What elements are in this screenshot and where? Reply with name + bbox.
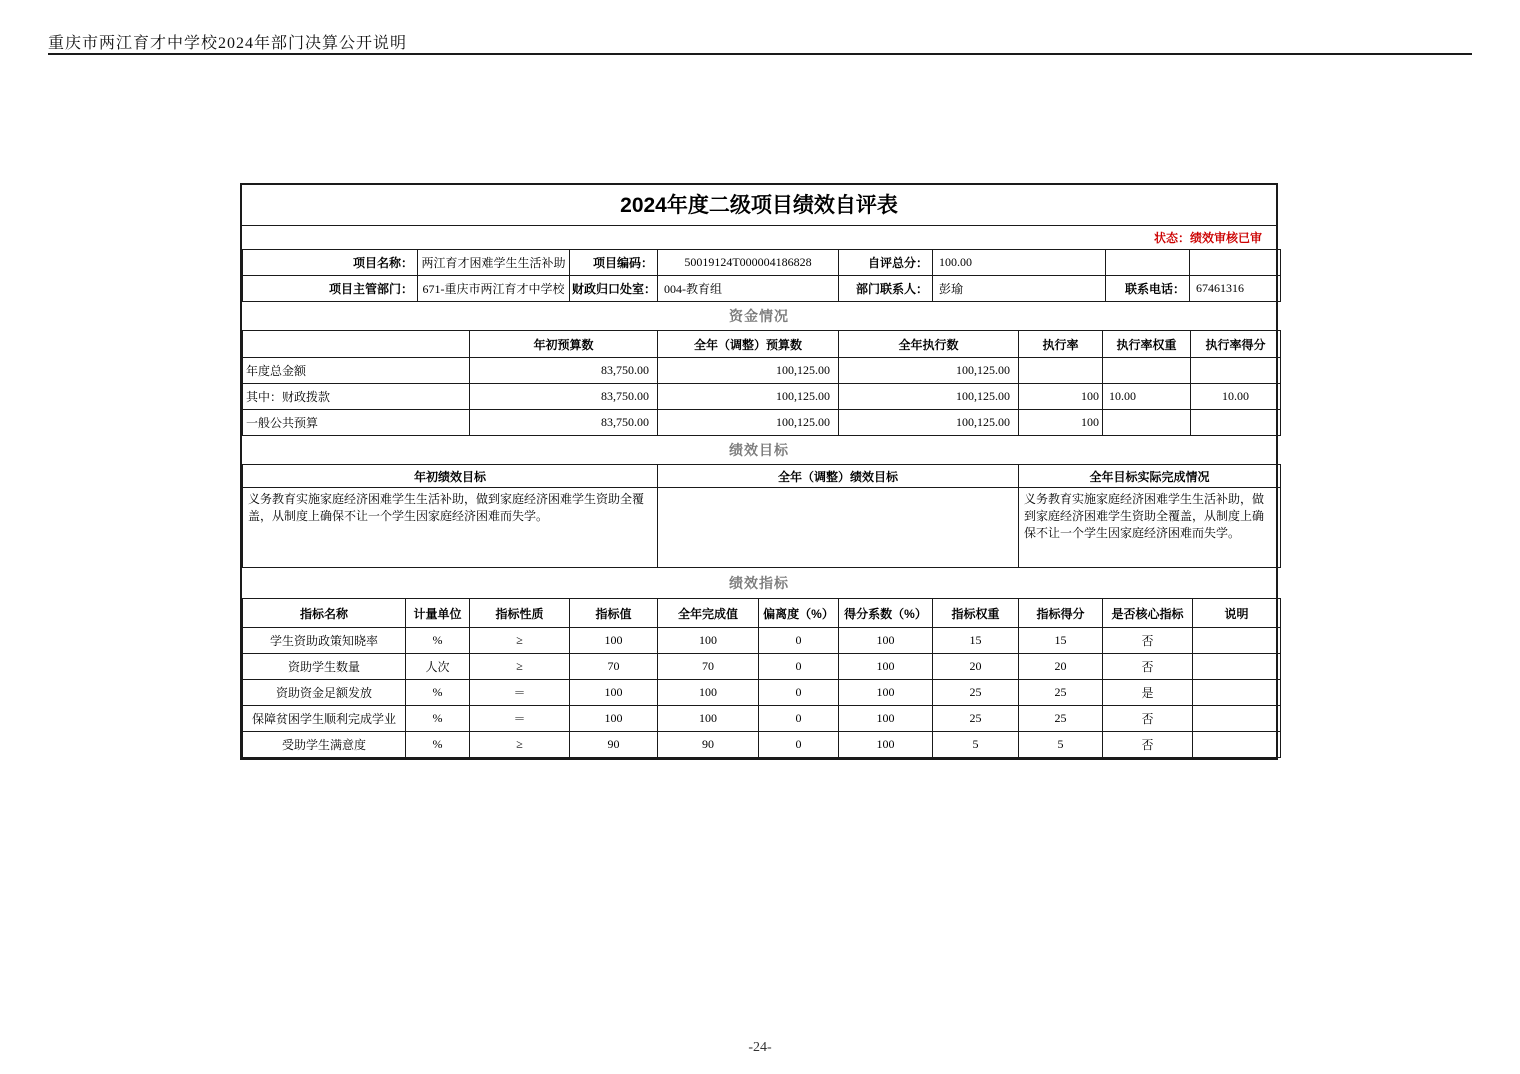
indicator-cell: ≥ xyxy=(470,654,570,680)
indicator-cell: 100 xyxy=(570,706,658,732)
indicator-row xyxy=(243,654,1281,680)
project-name-label: 项目名称： xyxy=(243,250,418,276)
ind-header-core: 是否核心指标 xyxy=(1103,599,1193,628)
goal-actual-text: 义务教育实施家庭经济困难学生生活补助，做到家庭经济困难学生资助全覆盖，从制度上确保不让一个学生因家庭经济困难而失学。 xyxy=(1019,488,1281,568)
indicator-cell: % xyxy=(406,732,470,758)
indicator-cell: 15 xyxy=(933,628,1019,654)
indicator-note xyxy=(1193,654,1281,680)
indicator-core-flag: 否 xyxy=(1103,654,1193,680)
indicator-cell: 100 xyxy=(658,680,759,706)
dept-label: 项目主管部门： xyxy=(243,276,418,302)
indicator-core-flag: 否 xyxy=(1103,706,1193,732)
project-info-row-1 xyxy=(243,250,1281,276)
ind-header-note: 说明 xyxy=(1193,599,1281,628)
contact-value: 彭瑜 xyxy=(933,276,1106,302)
indicator-name: 资助学生数量 xyxy=(243,654,406,680)
indicator-cell: 100 xyxy=(570,628,658,654)
funding-row-public-budget xyxy=(243,410,1281,436)
funding-section-title: 资金情况 xyxy=(242,302,1276,331)
funding-row-label: 年度总金额 xyxy=(243,358,470,384)
indicator-cell: 0 xyxy=(759,628,839,654)
funding-cell: 100,125.00 xyxy=(839,358,1019,384)
funding-row-fiscal xyxy=(243,384,1281,410)
indicator-cell: 100 xyxy=(658,628,759,654)
indicator-cell: 25 xyxy=(933,706,1019,732)
page-number: -24- xyxy=(748,1040,772,1055)
contact-label: 部门联系人： xyxy=(839,276,933,302)
indicator-row xyxy=(243,628,1281,654)
indicator-name: 资助资金足额发放 xyxy=(243,680,406,706)
project-code-label: 项目编码： xyxy=(570,250,658,276)
indicator-row xyxy=(243,706,1281,732)
indicator-cell: 90 xyxy=(658,732,759,758)
goals-header-adjusted: 全年（调整）绩效目标 xyxy=(658,465,1019,488)
project-code-value: 50019124T000004186828 xyxy=(658,250,839,276)
funding-cell xyxy=(1103,410,1191,436)
funding-header-rate-score: 执行率得分 xyxy=(1191,331,1281,358)
indicator-note xyxy=(1193,706,1281,732)
ind-header-score: 指标得分 xyxy=(1019,599,1103,628)
indicator-name: 学生资助政策知晓率 xyxy=(243,628,406,654)
ind-header-completed: 全年完成值 xyxy=(658,599,759,628)
indicator-cell: 100 xyxy=(570,680,658,706)
self-score-value: 100.00 xyxy=(933,250,1106,276)
funding-cell: 100 xyxy=(1019,384,1103,410)
funding-cell: 100,125.00 xyxy=(658,358,839,384)
indicators-header-row xyxy=(243,599,1281,628)
funding-header-row xyxy=(243,331,1281,358)
indicator-cell: % xyxy=(406,628,470,654)
ind-header-target: 指标值 xyxy=(570,599,658,628)
ind-header-deviation: 偏离度（%） xyxy=(759,599,839,628)
indicator-name: 保障贫困学生顺利完成学业 xyxy=(243,706,406,732)
indicator-core-flag: 否 xyxy=(1103,732,1193,758)
finance-office-value: 004-教育组 xyxy=(658,276,839,302)
ind-header-weight: 指标权重 xyxy=(933,599,1019,628)
funding-cell xyxy=(1103,358,1191,384)
indicator-cell: 0 xyxy=(759,654,839,680)
funding-row-total xyxy=(243,358,1281,384)
project-info-row-2 xyxy=(243,276,1281,302)
funding-header-rate-weight: 执行率权重 xyxy=(1103,331,1191,358)
indicator-cell: 70 xyxy=(658,654,759,680)
goals-body-row xyxy=(243,488,1281,568)
goals-section-title: 绩效目标 xyxy=(242,436,1276,465)
indicator-cell: 100 xyxy=(658,706,759,732)
indicator-cell: 90 xyxy=(570,732,658,758)
indicator-core-flag: 是 xyxy=(1103,680,1193,706)
funding-cell: 100,125.00 xyxy=(839,410,1019,436)
report-title: 2024年度二级项目绩效自评表 xyxy=(242,185,1276,226)
phone-value: 67461316 xyxy=(1190,276,1281,302)
ind-header-unit: 计量单位 xyxy=(406,599,470,628)
indicator-cell: 0 xyxy=(759,706,839,732)
funding-cell: 100,125.00 xyxy=(839,384,1019,410)
funding-header-executed: 全年执行数 xyxy=(839,331,1019,358)
header-divider xyxy=(48,53,1472,55)
goals-header-row xyxy=(243,465,1281,488)
indicator-cell: 100 xyxy=(839,654,933,680)
phone-label: 联系电话： xyxy=(1106,276,1190,302)
document-header: 重庆市两江育才中学校2024年部门决算公开说明 xyxy=(48,35,408,52)
self-score-label: 自评总分： xyxy=(839,250,933,276)
indicator-note xyxy=(1193,732,1281,758)
indicator-note xyxy=(1193,628,1281,654)
goal-initial-text: 义务教育实施家庭经济困难学生生活补助，做到家庭经济困难学生资助全覆盖，从制度上确保不让一个学生因家庭经济困难而失学。 xyxy=(243,488,658,568)
indicator-cell: 70 xyxy=(570,654,658,680)
indicator-cell: 5 xyxy=(933,732,1019,758)
funding-header-blank xyxy=(243,331,470,358)
ind-header-name: 指标名称 xyxy=(243,599,406,628)
funding-header-adjusted-budget: 全年（调整）预算数 xyxy=(658,331,839,358)
indicator-cell: 15 xyxy=(1019,628,1103,654)
indicator-cell: 20 xyxy=(1019,654,1103,680)
indicator-cell: 20 xyxy=(933,654,1019,680)
goals-table xyxy=(242,464,1281,568)
indicator-cell: 100 xyxy=(839,706,933,732)
funding-cell: 100 xyxy=(1019,410,1103,436)
finance-office-label: 财政归口处室： xyxy=(570,276,658,302)
indicator-note xyxy=(1193,680,1281,706)
indicator-cell: 25 xyxy=(1019,706,1103,732)
indicator-cell: 100 xyxy=(839,680,933,706)
indicator-cell: 0 xyxy=(759,680,839,706)
indicator-cell: ＝ xyxy=(470,680,570,706)
funding-cell: 100,125.00 xyxy=(658,384,839,410)
indicator-row xyxy=(243,732,1281,758)
funding-header-initial-budget: 年初预算数 xyxy=(470,331,658,358)
indicator-cell: ≥ xyxy=(470,732,570,758)
indicator-cell: 5 xyxy=(1019,732,1103,758)
indicator-cell: ≥ xyxy=(470,628,570,654)
goal-adjusted-text xyxy=(658,488,1019,568)
funding-cell xyxy=(1191,410,1281,436)
indicator-core-flag: 否 xyxy=(1103,628,1193,654)
indicator-cell: 25 xyxy=(933,680,1019,706)
funding-cell: 83,750.00 xyxy=(470,410,658,436)
project-info-table xyxy=(242,249,1281,302)
ind-header-nature: 指标性质 xyxy=(470,599,570,628)
indicator-cell: ＝ xyxy=(470,706,570,732)
dept-value: 671-重庆市两江育才中学校 xyxy=(418,276,570,302)
indicator-row xyxy=(243,680,1281,706)
indicators-table xyxy=(242,598,1281,758)
self-evaluation-table xyxy=(240,183,1278,760)
empty-cell xyxy=(1190,250,1281,276)
indicator-cell: 100 xyxy=(839,732,933,758)
funding-row-label: 一般公共预算 xyxy=(243,410,470,436)
funding-cell: 100,125.00 xyxy=(658,410,839,436)
funding-cell: 83,750.00 xyxy=(470,358,658,384)
indicator-cell: % xyxy=(406,706,470,732)
goals-header-actual: 全年目标实际完成情况 xyxy=(1019,465,1281,488)
goals-header-initial: 年初绩效目标 xyxy=(243,465,658,488)
indicator-cell: 0 xyxy=(759,732,839,758)
indicator-cell: 100 xyxy=(839,628,933,654)
indicator-name: 受助学生满意度 xyxy=(243,732,406,758)
funding-cell: 83,750.00 xyxy=(470,384,658,410)
indicators-section-title: 绩效指标 xyxy=(242,568,1276,599)
indicator-cell: 人次 xyxy=(406,654,470,680)
funding-cell: 10.00 xyxy=(1103,384,1191,410)
empty-cell xyxy=(1106,250,1190,276)
ind-header-score-coeff: 得分系数（%） xyxy=(839,599,933,628)
indicator-cell: 25 xyxy=(1019,680,1103,706)
funding-cell: 10.00 xyxy=(1191,384,1281,410)
funding-header-exec-rate: 执行率 xyxy=(1019,331,1103,358)
project-name-value: 两江育才困难学生生活补助 xyxy=(418,250,570,276)
indicator-cell: % xyxy=(406,680,470,706)
funding-row-label: 其中：财政拨款 xyxy=(243,384,470,410)
status-badge: 状态：绩效审核已审 xyxy=(242,226,1276,250)
funding-cell xyxy=(1019,358,1103,384)
funding-cell xyxy=(1191,358,1281,384)
funding-table xyxy=(242,330,1281,436)
